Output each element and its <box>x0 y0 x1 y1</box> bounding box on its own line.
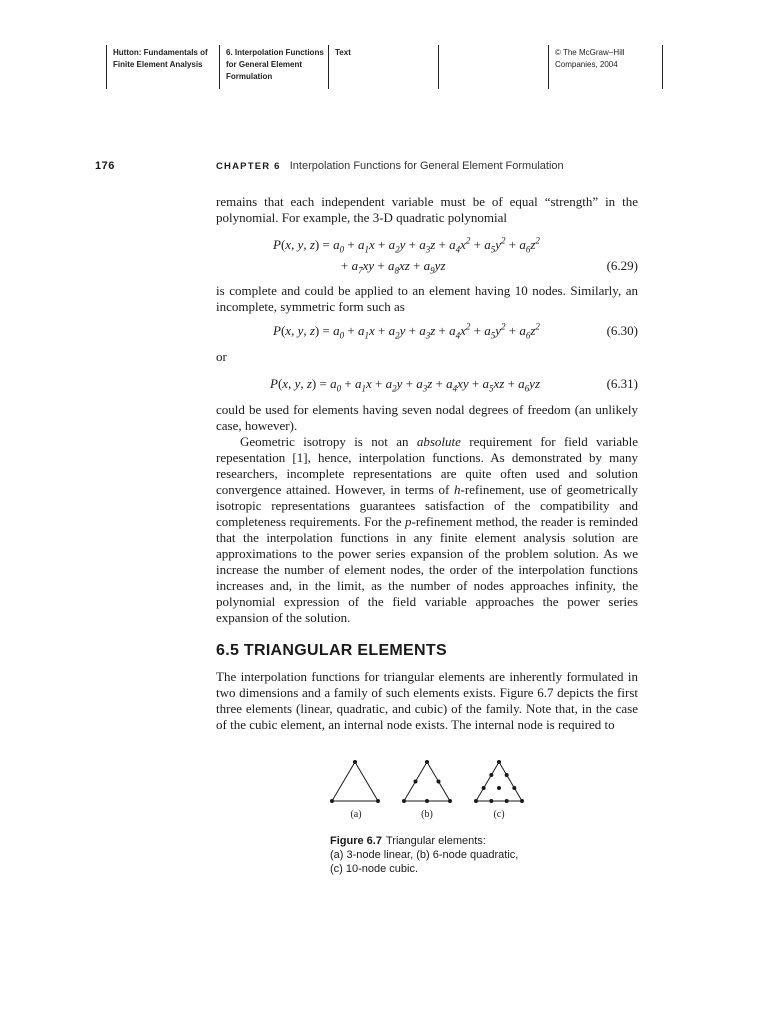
quadratic-node <box>425 760 429 764</box>
header-chapter: 6. Interpolation Functions for General Element Formulation <box>220 45 329 89</box>
paragraph-5: The interpolation functions for triangular elements are inherently formulated in two dimensions and a family of such elements exists. Figure 6.7 depicts the first three elements (linear, quadratic, and cubic) of the family. Note that, in the case of the cubic element, an internal node exists. The internal node is required to <box>216 669 638 732</box>
equation-6-29-line-1: P(x, y, $z) = a_0 + a_1x + a_2y + a_3z + a_4x^2 + a_5y^2 + a_6z^2$ <box>273 235 540 255</box>
paragraph-2: is complete and could be applied to an element having 10 nodes. Similarly, an incomplete, symmetric form such as <box>216 283 638 314</box>
header-copyright: © The McGraw−Hill Companies, 2004 <box>549 45 663 89</box>
quadratic-node <box>437 780 441 784</box>
quadratic-node <box>448 799 452 803</box>
paragraph-1: remains that each independent variable must be of equal “strength” in the polynomial. For example, the 3-D quadratic polynomial <box>216 194 638 225</box>
linear-node <box>330 799 334 803</box>
linear-node <box>353 760 357 764</box>
caption-line-3: (c) 10-node cubic. <box>330 863 419 875</box>
caption-line-1: Triangular elements: <box>385 835 486 847</box>
section-heading: 6.5 TRIANGULAR ELEMENTS <box>216 642 447 659</box>
equation-6-29-line-2: + $a_7xy + a_8xz + a_9yz$ (6.29) <box>341 258 638 276</box>
page-number: 176 <box>95 160 115 172</box>
cubic-node <box>497 760 501 764</box>
cubic-node <box>489 799 493 803</box>
equation-6-30: P(x, y, $z) = a_0 + a_1x + a_2y + a_3z + a_4x^2 + a_5y^2 + a_6z^2$ (6.30) <box>273 321 638 341</box>
cubic-node <box>505 799 509 803</box>
quadratic-node <box>402 799 406 803</box>
subfigure-label-a: (a) <box>350 809 362 820</box>
figure-caption <box>330 834 570 876</box>
paragraph-4: Geometric isotropy is not an absolute requirement for field variable repesentation [1], hence, interpolation functions. As demonstrated by many researchers, incomplete representations are quite often used and solution convergence attained. However, in terms of h-refinement, use of geometrically isotropic representations guarantees satisfaction of the compatibility and completeness requirements. For the p-refinement method, the reader is reminded that the interpolation functions in any finite element analysis solution are approximations to the power series expansion of the problem solution. As we increase the number of element nodes, the order of the interpolation functions increases and, in the limit, as the number of nodes approaches infinity, the polynomial expression of the field variable approaches the power series expansion of the solution. <box>216 434 638 625</box>
cubic-node <box>489 773 493 777</box>
equation-number-6-31: (6.31) <box>606 376 638 391</box>
paragraph-3: could be used for elements having seven nodal degrees of freedom (an unlikely case, however). <box>216 402 638 433</box>
chapter-heading <box>216 160 564 172</box>
chapter-label: CHAPTER 6 <box>216 161 281 172</box>
linear-triangle-element <box>332 762 378 801</box>
running-head <box>0 160 768 176</box>
quadratic-node <box>414 780 418 784</box>
header-book-title: Hutton: Fundamentals of Finite Element Analysis <box>107 45 220 89</box>
subfigure-label-c: (c) <box>493 809 505 820</box>
cubic-node <box>482 786 486 790</box>
equation-6-31: P(x, y, $z) = a_0 + a_1x + a_2y + a_3z + a_4xy + a_5xz + a_6yz$ (6.31) <box>270 376 638 394</box>
book-header <box>106 45 663 89</box>
cubic-node <box>520 799 524 803</box>
equation-number-6-29: (6.29) <box>606 258 638 273</box>
cubic-triangle-element <box>476 762 522 801</box>
or-text: or <box>216 349 227 364</box>
cubic-node <box>505 773 509 777</box>
chapter-title: Interpolation Functions for General Element Formulation <box>289 160 564 172</box>
figure-label: Figure 6.7 <box>330 835 382 847</box>
cubic-node <box>474 799 478 803</box>
linear-node <box>376 799 380 803</box>
quadratic-triangle-element <box>404 762 450 801</box>
quadratic-node <box>425 799 429 803</box>
header-empty-cell <box>439 45 549 89</box>
subfigure-label-b: (b) <box>421 809 433 820</box>
cubic-node <box>512 786 516 790</box>
caption-line-2: (a) 3-node linear, (b) 6-node quadratic, <box>330 849 519 861</box>
cubic-internal-node <box>497 786 501 790</box>
header-type: Text <box>329 45 439 89</box>
equation-number-6-30: (6.30) <box>606 323 638 338</box>
